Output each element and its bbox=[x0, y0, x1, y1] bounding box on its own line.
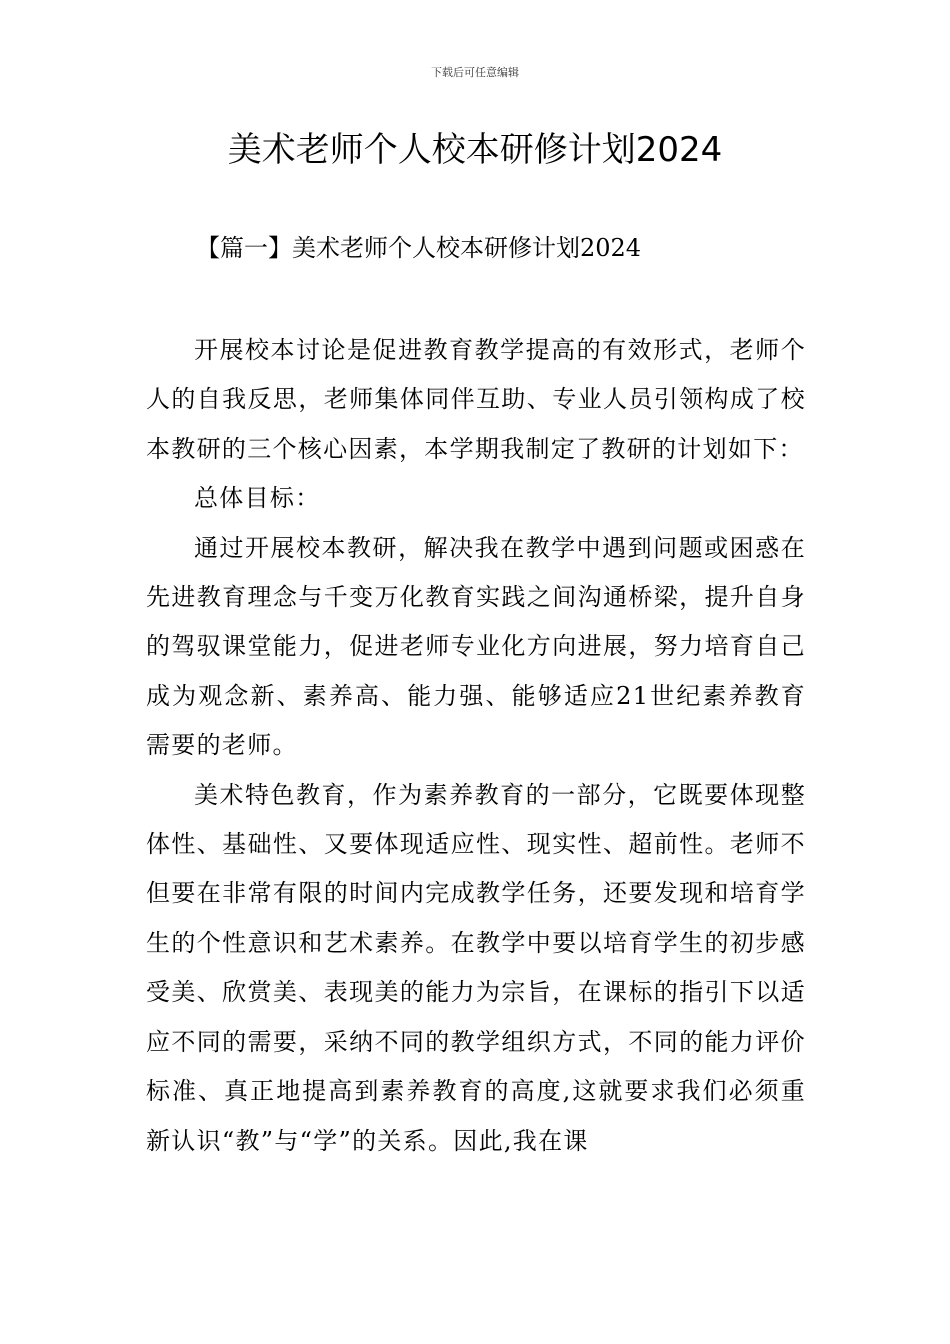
section-heading: 【篇一】美术老师个人校本研修计划2024 bbox=[196, 234, 642, 262]
document-title: 美术老师个人校本研修计划2024 bbox=[227, 130, 723, 170]
body-text bbox=[146, 326, 806, 1166]
paragraph-goal-heading: 总体目标： bbox=[194, 484, 321, 513]
paragraph-intro: 开展校本讨论是促进教育教学提高的有效形式，老师个人的自我反思，老师集体同伴互助、专业人员引领构成了校本教研的三个核心因素，本学期我制定了教研的计划如下： bbox=[146, 336, 806, 463]
paragraph-goal: 通过开展校本教研，解决我在教学中遇到问题或困惑在先进教育理念与千变万化教育实践之间沟通桥梁，提升自身的驾驭课堂能力，促进老师专业化方向进展，努力培育自己成为观念新、素养高、能力强、能够适应21世纪素养教育需要的老师。 bbox=[146, 533, 806, 760]
header-note: 下载后可任意编辑 bbox=[431, 66, 519, 79]
paragraph-art-education: 美术特色教育，作为素养教育的一部分，它既要体现整体性、基础性、又要体现适应性、现实性、超前性。老师不但要在非常有限的时间内完成教学任务，还要发现和培育学生的个性意识和艺术素养。在教学中要以培育学生的初步感受美、欣赏美、表现美的能力为宗旨，在课标的指引下以适应不同的需要，采纳不同的教学组织方式，不同的能力评价标准、真正地提高到素养教育的高度,这就要求我们必须重新认识“教”与“学”的关系。因此,我在课 bbox=[146, 780, 806, 1155]
